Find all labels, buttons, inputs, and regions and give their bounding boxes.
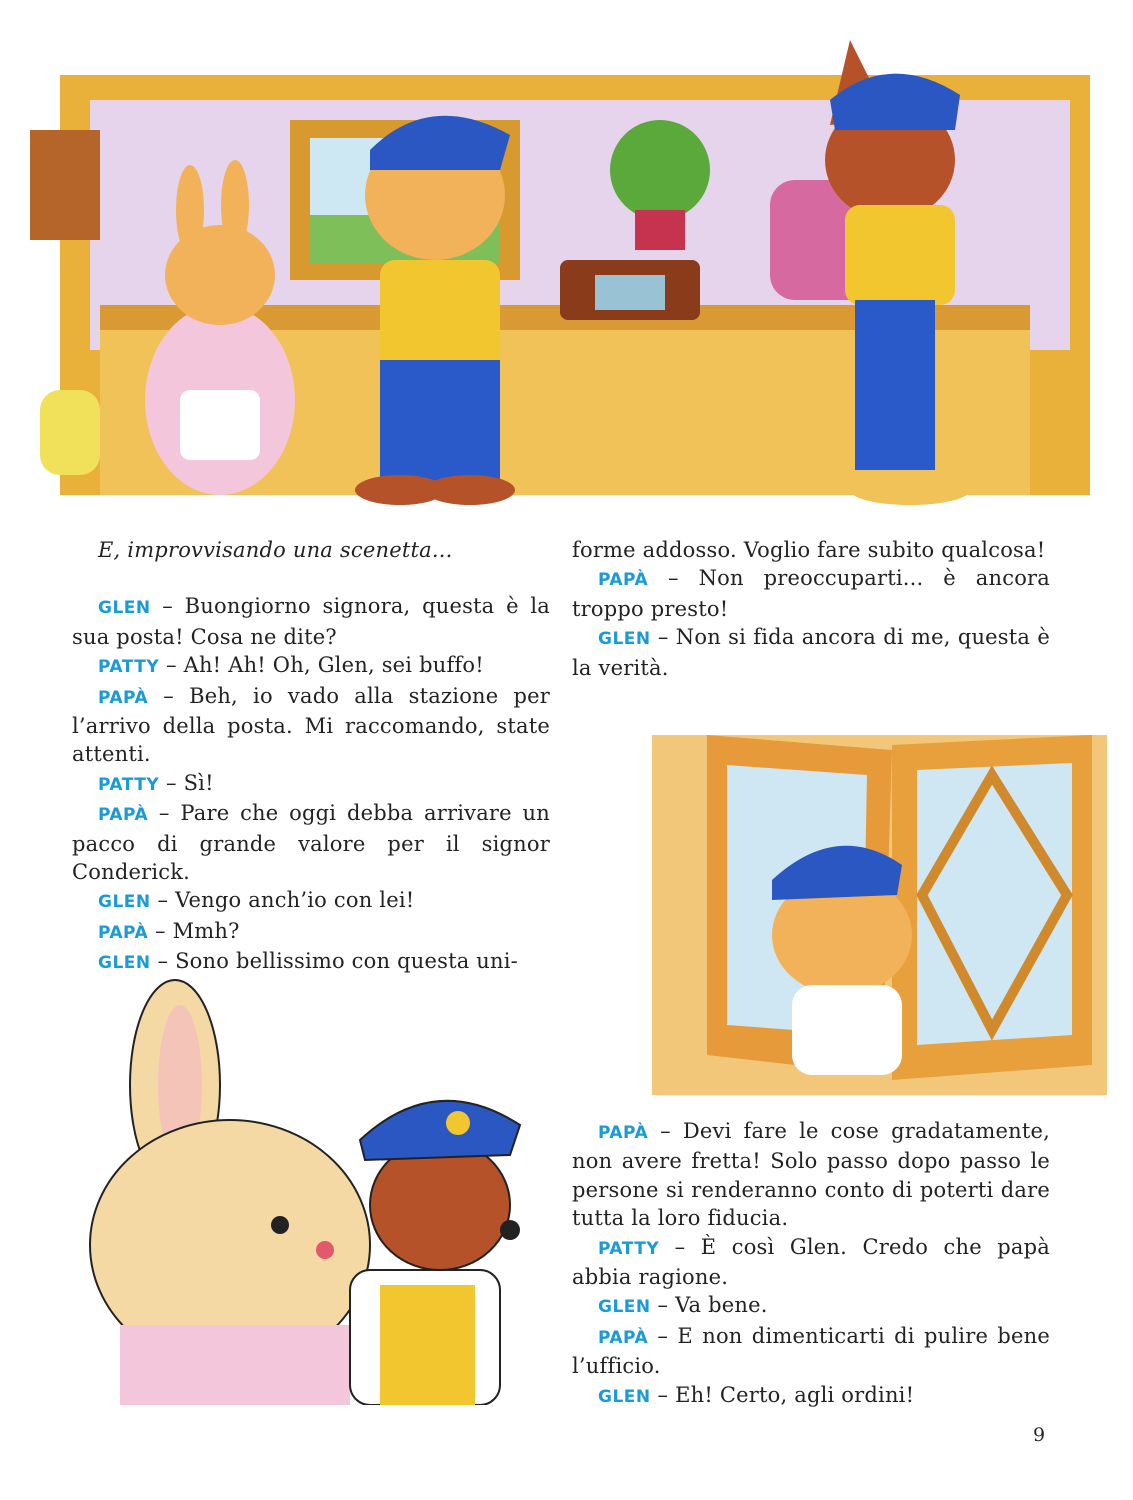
dialogue-line: PAPÀ – E non dimenticarti di pulire bene l’ufficio. <box>572 1323 1050 1379</box>
speaker-name: PAPÀ <box>598 570 649 591</box>
dialogue-line: PAPÀ – Beh, io vado alla stazione per l’arrivo della posta. Mi raccomando, state attenti. <box>72 683 551 767</box>
dialogue-line: PAPÀ – Mmh? <box>98 918 240 943</box>
left-text-column <box>72 536 550 978</box>
speaker-name: GLEN <box>98 598 151 619</box>
dialogue-text: Vengo anch’io con lei! <box>175 888 415 913</box>
speaker-name: GLEN <box>598 1297 651 1318</box>
page-number: 9 <box>1033 1424 1046 1446</box>
dialogue-line: PATTY – Sì! <box>98 770 214 795</box>
dialogue-line: PATTY – Ah! Ah! Oh, Glen, sei buffo! <box>98 653 484 678</box>
dialogue-text: Devi fare le cose gradatamente, non avere fretta! Solo passo dopo passo le persone si renderanno conto di poterti dare tutta la loro fiducia. <box>572 1119 1051 1231</box>
dialogue-text: Sono bellissimo con questa uni- <box>175 949 518 974</box>
dialogue-text: Va bene. <box>675 1293 768 1318</box>
dialogue-line: GLEN – Non si fida ancora di me, questa è la verità. <box>572 625 1050 680</box>
speaker-name: PAPÀ <box>598 1123 649 1143</box>
bottom-illustration <box>80 975 550 1405</box>
speaker-name: PAPÀ <box>98 805 149 826</box>
dialogue-text: Non si fida ancora di me, questa è la verità. <box>572 625 1050 680</box>
top-illustration <box>10 20 1120 510</box>
dialogue-line: GLEN – Buongiorno signora, questa è la sua posta! Cosa ne dite? <box>72 594 550 649</box>
post-office-scene <box>10 20 1120 510</box>
window-illustration <box>652 735 1107 1095</box>
speaker-name: PATTY <box>98 774 160 795</box>
dialogue-text: Beh, io vado alla stazione per l’arrivo della posta. Mi raccomando, state attenti. <box>72 683 551 767</box>
glen-at-window-scene <box>652 735 1107 1095</box>
speaker-name: GLEN <box>98 953 151 974</box>
dialogue-text: Buongiorno signora, questa è la sua posta! Cosa ne dite? <box>72 594 550 649</box>
dialogue-text: Mmh? <box>172 918 240 943</box>
dialogue-line: PAPÀ – Pare che oggi debba arrivare un pacco di grande valore per il signor Conderick. <box>72 801 550 885</box>
speaker-name: PAPÀ <box>98 922 149 943</box>
dialogue-line: GLEN – Eh! Certo, agli ordini! <box>598 1382 915 1407</box>
dialogue-line: GLEN – Va bene. <box>598 1293 768 1318</box>
right-text-column-bottom <box>572 1117 1050 1411</box>
dialogue-text: Ah! Ah! Oh, Glen, sei buffo! <box>183 653 484 678</box>
dialogue-text: Non preoccuparti... è ancora troppo presto! <box>572 566 1050 621</box>
dialogue-text: Pare che oggi debba arrivare un pacco di grande valore per il signor Conderick. <box>72 801 550 885</box>
dialogue-text: Eh! Certo, agli ordini! <box>675 1382 915 1407</box>
dialogue-line: PATTY – È così Glen. Credo che papà abbia ragione. <box>572 1234 1051 1290</box>
speaker-name: PATTY <box>598 1238 660 1259</box>
dialogue-line: GLEN – Vengo anch’io con lei! <box>98 888 415 913</box>
speaker-name: PAPÀ <box>598 1327 649 1348</box>
speaker-name: GLEN <box>598 629 651 650</box>
continued-line: forme addosso. Voglio fare subito qualcosa! <box>572 538 1046 562</box>
dialogue-text: È così Glen. Credo che papà abbia ragione. <box>572 1234 1051 1290</box>
intro-line: E, improvvisando una scenetta... <box>98 538 453 562</box>
speaker-name: PAPÀ <box>98 687 149 708</box>
speaker-name: GLEN <box>598 1386 651 1407</box>
dialogue-line: PAPÀ – Non preoccuparti... è ancora troppo presto! <box>572 566 1050 621</box>
dialogue-line: GLEN – Sono bellissimo con questa uni- <box>98 949 518 974</box>
patty-and-papa-scene <box>80 975 550 1405</box>
dialogue-text: Sì! <box>183 770 214 795</box>
speaker-name: PATTY <box>98 657 160 678</box>
dialogue-line: PAPÀ – Devi fare le cose gradatamente, non avere fretta! Solo passo dopo passo le persone si renderanno conto di poterti dare tutta la loro fiducia. <box>572 1119 1051 1231</box>
speaker-name: GLEN <box>98 892 151 913</box>
dialogue-text: E non dimenticarti di pulire bene l’ufficio. <box>572 1323 1050 1379</box>
right-text-column-top <box>572 536 1050 682</box>
